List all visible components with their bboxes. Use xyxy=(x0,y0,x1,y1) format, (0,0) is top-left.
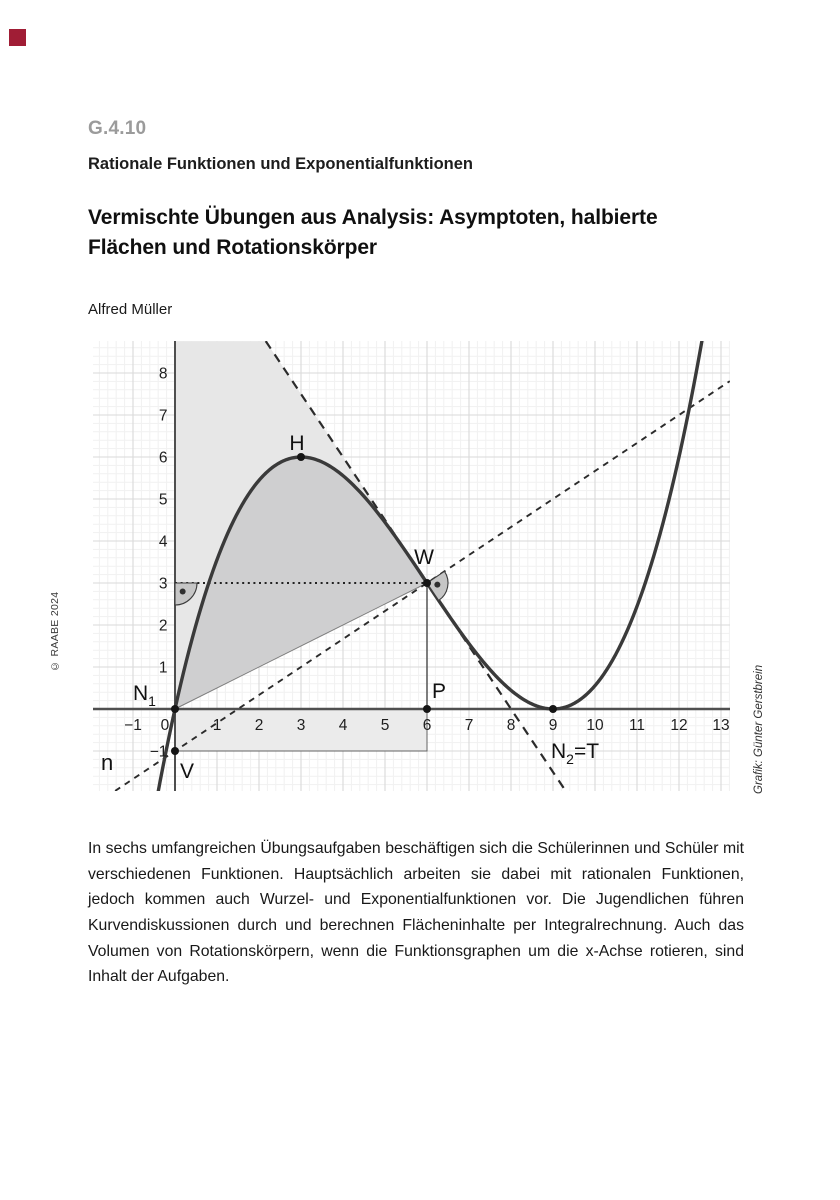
page-title: Vermischte Übungen aus Analysis: Asymptoten, halbierte Flächen und Rotationskörper xyxy=(88,206,658,259)
point-label-P: P xyxy=(432,679,447,703)
x-tick-label: −1 xyxy=(124,717,142,734)
x-tick-label: 6 xyxy=(422,717,432,734)
x-tick-label: 7 xyxy=(464,717,474,734)
x-tick-label: 0 xyxy=(160,717,170,734)
x-tick-label: 1 xyxy=(212,717,222,734)
x-tick-label: 2 xyxy=(254,717,264,734)
point-label-N2T: $N_2=T$ xyxy=(550,740,600,768)
point-label-H: H xyxy=(289,431,305,455)
x-tick-label: 8 xyxy=(506,717,516,734)
point-dot-N1 xyxy=(171,705,179,713)
y-tick-label: 5 xyxy=(158,491,168,509)
angle-dot-1 xyxy=(434,582,440,588)
y-tick-label: 6 xyxy=(158,449,168,467)
y-tick-label: 4 xyxy=(158,533,168,551)
function-graph-svg xyxy=(93,341,730,791)
y-tick-label: 2 xyxy=(158,617,168,635)
graphic-credit: Grafik: Günter Gerstbrein xyxy=(753,664,765,794)
x-tick-label: 13 xyxy=(712,717,730,734)
x-tick-label: 10 xyxy=(586,717,604,734)
y-tick-label: 3 xyxy=(158,575,168,593)
y-tick-label: 8 xyxy=(158,365,168,383)
point-label-W: W xyxy=(414,546,434,570)
intro-paragraph: In sechs umfangreichen Übungsaufgaben beschäftigen sich die Schülerinnen und Schüler mit verschiedenen Funktionen. Hauptsächlich arbeiten sie dabei mit rationalen Funktionen, jedoch kommen auch Wurzel- und Exponentialfunktionen vor. Die Jugendlichen führen Kurvendiskussionen durch und berechnen Flächeninhalte per Integralrechnung. Auch das Volumen von Rotationskörpern, wenn die Funktionsgraphen um die x-Achse rotieren, sind Inhalt der Aufgaben. xyxy=(88,839,744,986)
point-dot-V xyxy=(171,747,179,755)
function-graph xyxy=(93,341,730,791)
y-tick-label: 7 xyxy=(158,407,168,425)
x-tick-label: 9 xyxy=(548,717,558,734)
angle-dot-0 xyxy=(180,589,186,595)
x-tick-label: 12 xyxy=(670,717,688,734)
x-tick-label: 3 xyxy=(296,717,306,734)
series-title: Rationale Funktionen und Exponentialfunktionen xyxy=(88,155,473,173)
publisher-brand-square xyxy=(9,29,26,46)
point-dot-P xyxy=(423,705,431,713)
y-tick-label: 1 xyxy=(158,659,168,677)
point-label-N1: $N_1$ xyxy=(133,682,156,710)
document-code: G.4.10 xyxy=(88,118,147,139)
point-dot-W xyxy=(423,579,431,587)
y-tick-label: −1 xyxy=(149,743,168,761)
point-label-V: V xyxy=(180,760,195,784)
copyright-note: © RAABE 2024 xyxy=(49,591,61,672)
x-tick-label: 11 xyxy=(628,717,646,734)
normal-line-label: n xyxy=(100,749,114,775)
point-dot-N2T xyxy=(549,705,557,713)
x-tick-label: 4 xyxy=(338,717,348,734)
x-tick-label: 5 xyxy=(380,717,390,734)
author-name: Alfred Müller xyxy=(88,301,173,318)
